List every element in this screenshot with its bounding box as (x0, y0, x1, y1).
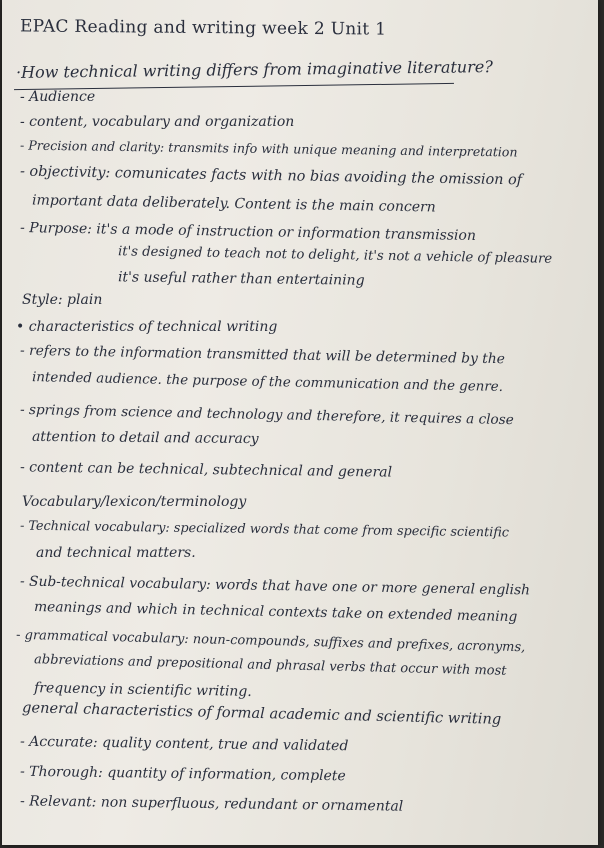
note-line: frequency in scientific writing. (33, 680, 252, 700)
notebook-page (2, 0, 598, 845)
note-line: - content can be technical, subtechnical and general (19, 459, 393, 481)
note-line: - content, vocabulary and organization (20, 114, 295, 130)
note-line: - Sub-technical vocabulary: words that have one or more general english (19, 573, 531, 599)
note-line: it's useful rather than entertaining (117, 269, 365, 289)
note-line: important data deliberately. Content is the main concern (31, 192, 436, 216)
note-line: - Accurate: quality content, true and validated (19, 733, 349, 755)
note-line: - Audience (20, 89, 96, 105)
note-line: - Technical vocabulary: specialized words that come from specific scientific (19, 518, 510, 541)
note-line: - springs from science and technology and therefore, it requires a close (19, 401, 514, 429)
note-line: • characteristics of technical writing (16, 319, 278, 335)
note-line: - objectivity: comunicates facts with no bias avoiding the omission of (19, 163, 523, 189)
note-line: meanings and which in technical contexts take on extended meaning (33, 598, 518, 626)
note-line: general characteristics of formal academic and scientific writing (21, 699, 502, 728)
note-line: - Precision and clarity: transmits info with unique meaning and interpretation (19, 137, 518, 160)
note-line: ·How technical writing differs from imaginative literature? (15, 57, 493, 82)
note-line: - grammatical vocabulary: noun-compounds, suffixes and prefixes, acronyms, (15, 627, 526, 656)
note-title: EPAC Reading and writing week 2 Unit 1 (19, 16, 387, 40)
note-line: intended audience. the purpose of the communication and the genre. (31, 370, 504, 395)
note-line: it's designed to teach not to delight, it's not a vehicle of pleasure (117, 244, 553, 267)
note-line: Vocabulary/lexicon/terminology (22, 494, 247, 510)
note-line: abbreviations and prepositional and phrasal verbs that occur with most (33, 652, 507, 679)
note-line: and technical matters. (36, 545, 196, 561)
note-line: attention to detail and accuracy (31, 428, 259, 448)
note-line: - refers to the information transmitted that will be determined by the (19, 342, 505, 368)
note-line: - Relevant: non superfluous, redundant or ornamental (19, 793, 404, 815)
note-line: - Purpose: it's a mode of instruction or information transmission (19, 220, 477, 244)
note-line: Style: plain (22, 292, 103, 308)
note-line: - Thorough: quantity of information, complete (19, 763, 346, 785)
